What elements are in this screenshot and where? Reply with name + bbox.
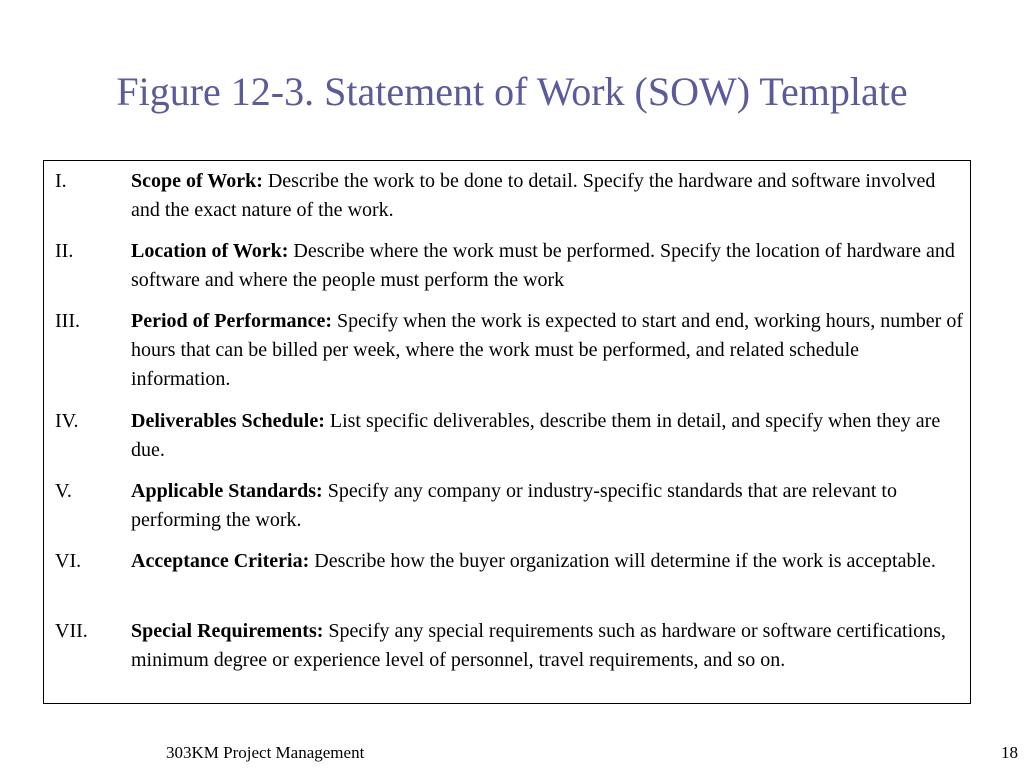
item-heading: Deliverables Schedule: [131, 410, 325, 432]
footer-course: 303KM Project Management [166, 743, 365, 762]
footer-page-number: 18 [1001, 743, 1018, 762]
item-description: Specify any company or industry-specific standards that are relevant to performing the work. [131, 480, 897, 531]
item-description: Specify when the work is expected to start and end, working hours, number of hours that can be billed per week, where the work must be performed, and related schedule information. [131, 310, 963, 390]
item-number: III. [55, 310, 80, 332]
item-body [131, 237, 963, 295]
item-number: I. [55, 170, 67, 192]
item-description: Describe the work to be done to detail. Specify the hardware and software involved and the exact nature of the work. [131, 170, 936, 221]
sow-template-box [43, 160, 971, 704]
item-heading: Applicable Standards: [131, 480, 323, 502]
slide-title: Figure 12-3. Statement of Work (SOW) Template [116, 69, 908, 114]
item-number: V. [55, 480, 72, 502]
item-description: Describe how the buyer organization will determine if the work is acceptable. [314, 550, 936, 572]
item-description: List specific deliverables, describe them in detail, and specify when they are due. [131, 410, 941, 461]
item-heading: Location of Work: [131, 240, 289, 262]
item-body [131, 307, 963, 394]
item-body [131, 617, 963, 675]
item-body [131, 547, 963, 576]
item-number: IV. [55, 410, 79, 432]
item-number: VII. [55, 620, 88, 642]
item-number: II. [55, 240, 74, 262]
item-heading: Acceptance Criteria: [131, 550, 310, 572]
item-body [131, 167, 963, 225]
item-heading: Scope of Work: [131, 170, 263, 192]
item-description: Specify any special requirements such as hardware or software certifications, minimum degree or experience level of personnel, travel requirements, and so on. [131, 620, 946, 671]
item-description: Describe where the work must be performed. Specify the location of hardware and software and where the people must perform the work [131, 240, 955, 291]
item-number: VI. [55, 550, 82, 572]
item-body [131, 407, 963, 465]
item-heading: Period of Performance: [131, 310, 333, 332]
item-heading: Special Requirements: [131, 620, 324, 642]
item-body [131, 477, 963, 535]
